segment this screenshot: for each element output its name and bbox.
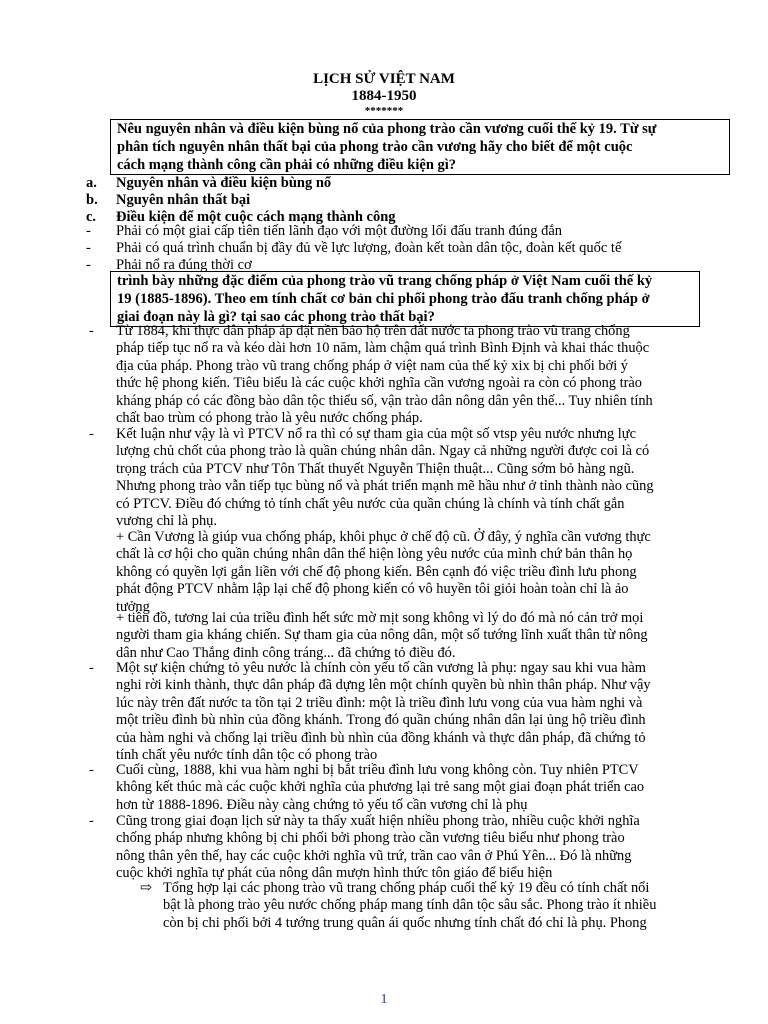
paragraph-6: [116, 762, 644, 814]
list-marker: b.: [86, 192, 98, 208]
paragraph-4: [116, 610, 648, 662]
paragraph-line: chất là cơ hội cho quần chúng nhân dân thể hiện lòng yêu nước của mình chứ bản thân họ: [116, 546, 633, 563]
paragraph-line: Kết luận như vậy là vì PTCV nổ ra thì có sự tham gia của một số vtsp yêu nước nhưng lực: [116, 426, 636, 442]
paragraph-line: pháp tiếp tục nổ ra và kéo dài hơn 10 năm, làm chậm quá trình Bình Định và khai thác thuộc: [116, 340, 650, 357]
list-marker: -: [86, 257, 91, 273]
paragraph-line: dân như Cao Thắng đinh công tráng... đã chứng tỏ điều đó.: [116, 644, 456, 661]
paragraph-line: không kết thúc mà các cuộc khởi nghĩa của phương lại trẻ sang một giai đoạn phát triển cao: [116, 779, 645, 796]
paragraph-line: nông thân yên thế, hay các cuộc khởi nghĩa vũ trứ, trần cao vân ở Phú Yên... Đó là những: [116, 847, 632, 864]
list-marker: -: [86, 223, 91, 239]
page-number: 1: [380, 992, 388, 1007]
paragraph-line: hơn từ 1888-1896. Điều này càng chứng tỏ yếu tố cần vương chỉ là phụ: [116, 796, 528, 813]
paragraph-line: một triều đình bù nhìn của đồng khánh. Trong đó quần chúng nhân dân lại ủng hộ triều đình: [116, 712, 646, 729]
paragraph-line: phát động PTCV nhằm lập lại chế độ phong kiến có vô huyền tôi giỏi hoàn toàn chỉ là ảo: [116, 581, 629, 598]
paragraph-line: thức hệ phong kiến. Tiêu biểu là các cuộc khởi nghĩa cần vương ngoài ra còn có phong trào: [116, 375, 642, 392]
paragraph-line: Tổng hợp lại các phong trào vũ trang chống pháp cuối thế kỷ 19 đều có tính chất nổi: [163, 880, 650, 896]
list-text: Phải có một giai cấp tiên tiến lãnh đạo với một đường lối đấu tranh đúng đắn: [116, 223, 563, 239]
dash-bullet: -: [89, 813, 94, 829]
paragraph-line: địa của pháp. Phong trào vũ trang chống pháp ở việt nam của thế kỷ xix bị chi phối bởi ý: [116, 357, 628, 374]
paragraph-line: Một sự kiện chứng tỏ yêu nước là chính còn yếu tố cần vương là phụ: ngay sau khi vua hàm: [116, 660, 646, 676]
paragraph-line: tưởng: [116, 598, 150, 615]
paragraph-1: [116, 323, 653, 427]
dash-bullet: -: [89, 660, 94, 676]
paragraph-line: Nhưng phong trào vẫn tiếp tục bùng nổ và phát triển mạnh mẽ hầu như ở tỉnh thành nào cũng: [116, 478, 654, 495]
paragraph-line: chất bao trùm có phong trào là yêu nước chống pháp.: [116, 410, 423, 427]
list-text: Điều kiện để một cuộc cách mạng thành công: [116, 209, 396, 225]
list-text: Nguyên nhân thất bại: [116, 192, 251, 208]
paragraph-line: Cuối cùng, 1888, khi vua hàm nghi bị bắt triều đình lưu vong không còn. Tuy nhiên PTCV: [116, 762, 639, 778]
question-line: cách mạng thành công cần phải có những điều kiện gì?: [117, 157, 457, 173]
paragraph-line: nghi rời kinh thành, thực dân pháp đã dựng lên một chính quyền bù nhìn thân pháp. Như vậy: [116, 677, 651, 694]
paragraph-line: người tham gia kháng chiến. Sự tham gia của nông dân, một số tướng lĩnh xuất thân từ nông: [116, 627, 648, 644]
question-line: phân tích nguyên nhân thất bại của phong trào cần vương hãy cho biết để một cuộc: [117, 139, 633, 155]
list-text: Phải nổ ra đúng thời cơ: [116, 257, 252, 273]
list-text: Nguyên nhân và điều kiện bùng nổ: [116, 175, 332, 191]
document-title: LỊCH SỬ VIỆT NAM: [313, 71, 455, 87]
arrow-icon: ⇨: [140, 880, 153, 896]
question-line: giai đoạn này là gì? tại sao các phong trào thất bại?: [117, 309, 435, 325]
paragraph-line: lượng chủ chốt của phong trào là quần chúng nhân dân. Ngay cả những người được coi là có: [116, 443, 650, 460]
question-box-1: [110, 119, 730, 175]
paragraph-line: Từ 1884, khi thực dân pháp áp đặt nền bảo hộ trên đất nước ta phong trào vũ trang chống: [116, 323, 630, 339]
paragraph-line: trọng trách của PTCV như Tôn Thất thuyết Nguyễn Thiện thuật... Cũng sớm bỏ hàng ngũ.: [116, 460, 635, 477]
list-marker: a.: [86, 175, 97, 191]
question-box-2: [110, 271, 700, 327]
paragraph-line: lúc này trên đất nước ta tồn tại 2 triều đình: một là triều đình lưu vong của vua hàm nghi và: [116, 694, 643, 711]
paragraph-line: + tiền đồ, tương lai của triều đình hết sức mờ mịt song không vì lý do đó mà nó cản trở mọi: [116, 610, 644, 626]
paragraph-line: vương chỉ là phụ.: [116, 513, 217, 530]
list-text: Phải có quá trình chuẩn bị đầy đủ về lực lượng, đoàn kết toàn dân tộc, đoàn kết quốc tế: [116, 240, 622, 256]
paragraph-line: bật là phong trào yêu nước chống pháp mang tính dân tộc sâu sắc. Phong trào ít nhiều: [163, 897, 657, 914]
document-years: 1884-1950: [351, 88, 417, 104]
question-line: 19 (1885-1896). Theo em tính chất cơ bản chi phối phong trào đấu tranh chống pháp ở: [117, 291, 650, 307]
paragraph-line: không có quyền lợi gắn liền với chế độ phong kiến. Bên cạnh đó việc triều đình lưu phong: [116, 563, 637, 580]
paragraph-line: Cũng trong giai đoạn lịch sử này ta thấy xuất hiện nhiều phong trào, nhiều cuộc khởi nghĩa: [116, 813, 640, 829]
list-marker: -: [86, 240, 91, 256]
paragraph-3: [116, 529, 651, 616]
paragraph-line: chống pháp nhưng không bị chi phối bởi phong trào cần vương tiêu biểu như phong trào: [116, 830, 625, 847]
dash-bullet: -: [89, 426, 94, 442]
paragraph-7: [116, 813, 640, 883]
question-line: Nêu nguyên nhân và điều kiện bùng nổ của phong trào cần vương cuối thế kỷ 19. Từ sự: [117, 121, 657, 137]
dash-bullet: -: [89, 323, 94, 339]
list-marker: c.: [86, 209, 97, 225]
paragraph-line: có PTCV. Điều đó chứng tỏ tính chất yêu nước của quần chúng là chính và tính chất gắn: [116, 495, 625, 512]
paragraph-line: còn bị chi phối bởi 4 tướng trung quân ái quốc nhưng tính chất đó chỉ là phụ. Phong: [163, 914, 647, 931]
paragraph-line: cuộc khởi nghĩa tự phát của nông dân mượn hình thức tôn giáo để biểu hiện: [116, 865, 553, 882]
paragraph-5: [116, 660, 651, 764]
title-separator: *******: [364, 105, 404, 117]
paragraph-line: kháng pháp có các đồng bào dân tộc thiểu số, vận trào dân nông dân yên thế... Tuy nhiên tính: [116, 392, 653, 409]
paragraph-2: [116, 426, 654, 530]
paragraph-line: tính chất yêu nước tính dân tộc có phong trào: [116, 747, 378, 764]
paragraph-line: của hàm nghi và chống lại triều đình bù nhìn của đồng khánh và thực dân pháp, đã chứng tỏ: [116, 729, 646, 746]
paragraph-line: + Cần Vương là giúp vua chống pháp, khôi phục ở chế độ cũ. Ở đây, ý nghĩa cần vương thực: [116, 529, 651, 545]
question-line: trình bày những đặc điểm của phong trào vũ trang chống pháp ở Việt Nam cuối thế kỷ: [117, 273, 653, 289]
dash-bullet: -: [89, 762, 94, 778]
paragraph-8: [163, 880, 656, 932]
